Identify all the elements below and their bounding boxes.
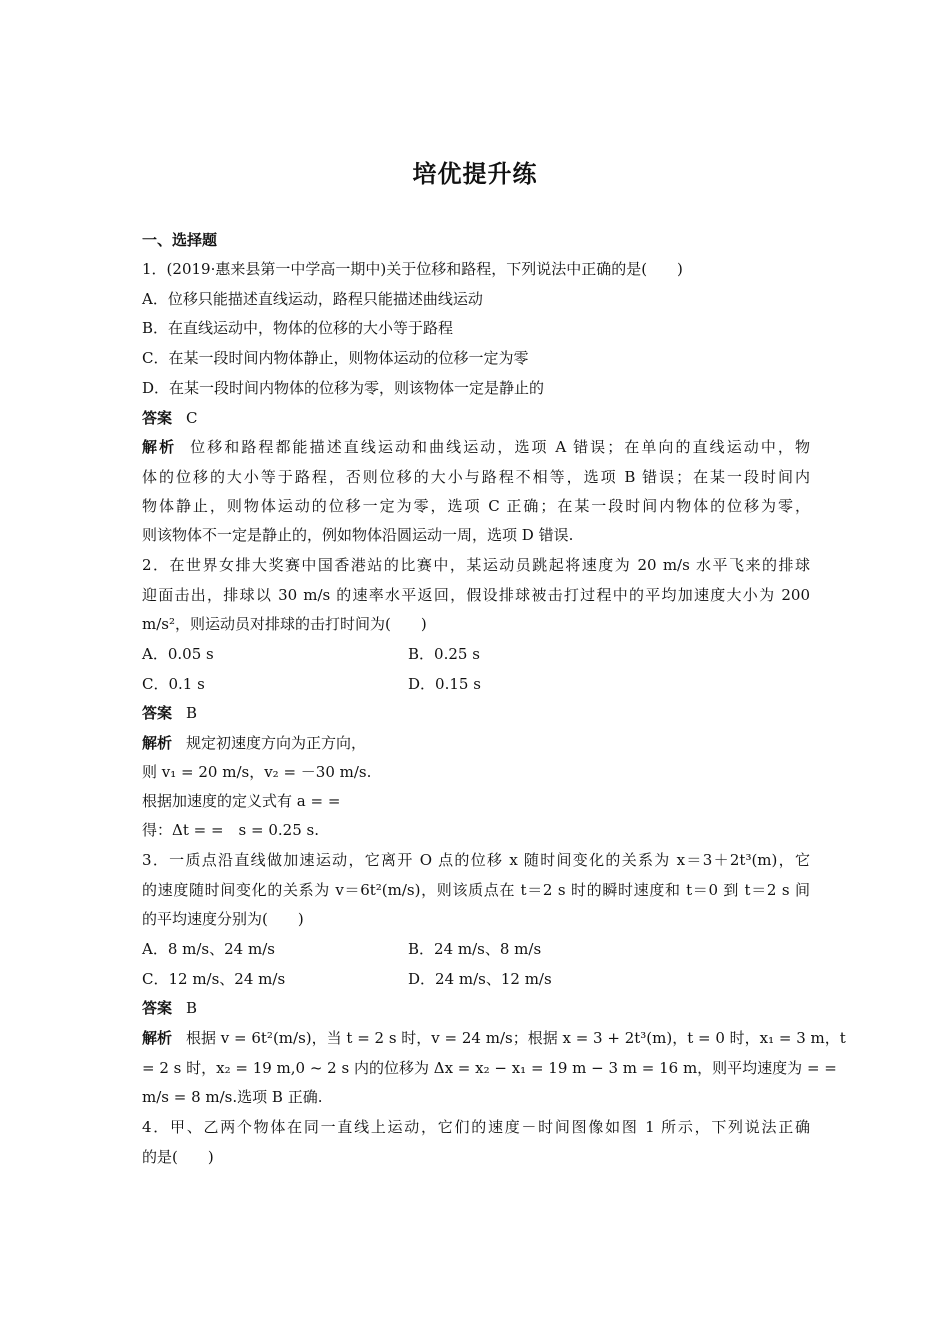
q3-stem-line-3: 的平均速度分别为( )	[142, 910, 304, 928]
answer-tag: 答案	[142, 704, 173, 722]
q3-analysis-line-2: = 2 s 时，x₂ = 19 m,0 ~ 2 s 内的位移为 Δx = x₂ − x₁ = 19 m − 3 m = 16 m，则平均速度为 = =	[142, 1059, 837, 1077]
q3-analysis-line-1	[142, 1028, 846, 1048]
q3-stem-line-2: 的速度随时间变化的关系为 v＝6t²(m/s)，则该质点在 t＝2 s 时的瞬时速度和 t＝0 到 t＝2 s 间	[142, 881, 810, 899]
q1-analysis-line-2: 体的位移的大小等于路程，否则位移的大小与路程不相等，选项 B 错误；在某一段时间内	[142, 468, 810, 486]
q3-options-row-1	[142, 939, 810, 959]
q3-answer-value: B	[186, 999, 198, 1017]
q1-analysis-line-1	[142, 437, 810, 457]
q1-option-d: D．在某一段时间内物体的位移为零，则该物体一定是静止的	[142, 379, 545, 397]
q3-stem-line-1: 3．一质点沿直线做加速运动，它离开 O 点的位移 x 随时间变化的关系为 x＝3＋2t³(m)，它	[142, 851, 810, 869]
q1-analysis-line-4: 则该物体不一定是静止的，例如物体沿圆运动一周，选项 D 错误.	[142, 526, 574, 544]
q4-stem-line-2: 的是( )	[142, 1148, 214, 1166]
page-title: 培优提升练	[412, 159, 538, 188]
q2-stem-line-2: 迎面击出，排球以 30 m/s 的速率水平返回，假设排球被击打过程中的平均加速度大小为 200	[142, 586, 810, 604]
q3-options-row-2	[142, 969, 810, 989]
q1-analysis-line-3: 物体静止，则物体运动的位移一定为零，选项 C 正确；在某一段时间内物体的位移为零，	[142, 497, 810, 515]
q2-analysis-line-2: 则 v₁ = 20 m/s，v₂ = －30 m/s.	[142, 763, 372, 781]
q2-options-row-2	[142, 674, 810, 694]
q2-answer-value: B	[186, 704, 198, 722]
q3-analysis-line-3: m/s = 8 m/s.选项 B 正确.	[142, 1088, 323, 1106]
analysis-tag: 解析	[142, 1029, 173, 1047]
q3-option-c: C．12 m/s、24 m/s	[142, 970, 286, 988]
q3-option-b: B．24 m/s、8 m/s	[408, 940, 542, 958]
q1-answer	[142, 408, 810, 428]
answer-tag: 答案	[142, 409, 173, 427]
q4-stem-line-1: 4．甲、乙两个物体在同一直线上运动，它们的速度－时间图像如图 1 所示，下列说法正确	[142, 1118, 810, 1136]
analysis-tag: 解析	[142, 438, 177, 456]
q3-analysis-text-1: 根据 v = 6t²(m/s)，当 t = 2 s 时，v = 24 m/s；根据 x = 3 + 2t³(m)，t = 0 时，x₁ = 3 m，t	[186, 1029, 846, 1047]
q2-option-d: D．0.15 s	[408, 675, 481, 693]
q1-analysis-text-1: 位移和路程都能描述直线运动和曲线运动，选项 A 错误；在单向的直线运动中，物	[190, 438, 810, 456]
q2-option-c: C．0.1 s	[142, 675, 205, 693]
q3-option-d: D．24 m/s、12 m/s	[408, 970, 552, 988]
q2-stem-line-3: m/s²，则运动员对排球的击打时间为( )	[142, 615, 427, 633]
q1-option-b: B．在直线运动中，物体的位移的大小等于路程	[142, 319, 454, 337]
analysis-tag: 解析	[142, 734, 173, 752]
q2-analysis-text-1: 规定初速度方向为正方向，	[186, 734, 367, 752]
section-heading: 一、选择题	[142, 231, 218, 249]
q1-stem: 1．(2019·惠来县第一中学高一期中)关于位移和路程，下列说法中正确的是( )	[142, 260, 683, 278]
q2-answer	[142, 703, 810, 723]
q3-answer	[142, 998, 810, 1018]
q2-stem-line-1: 2．在世界女排大奖赛中国香港站的比赛中，某运动员跳起将速度为 20 m/s 水平飞来的排球	[142, 556, 810, 574]
q1-answer-value: C	[186, 409, 198, 427]
q2-analysis-line-3: 根据加速度的定义式有 a = =	[142, 792, 341, 810]
q2-analysis-line-4: 得：Δt = = s = 0.25 s.	[142, 821, 319, 839]
q1-option-a: A．位移只能描述直线运动，路程只能描述曲线运动	[142, 290, 483, 308]
q2-option-b: B．0.25 s	[408, 645, 480, 663]
q3-option-a: A．8 m/s、24 m/s	[142, 940, 275, 958]
q2-analysis-line-1	[142, 733, 810, 753]
q2-option-a: A．0.05 s	[142, 645, 214, 663]
q2-options-row-1	[142, 644, 810, 664]
answer-tag: 答案	[142, 999, 173, 1017]
q1-option-c: C．在某一段时间内物体静止，则物体运动的位移一定为零	[142, 349, 529, 367]
